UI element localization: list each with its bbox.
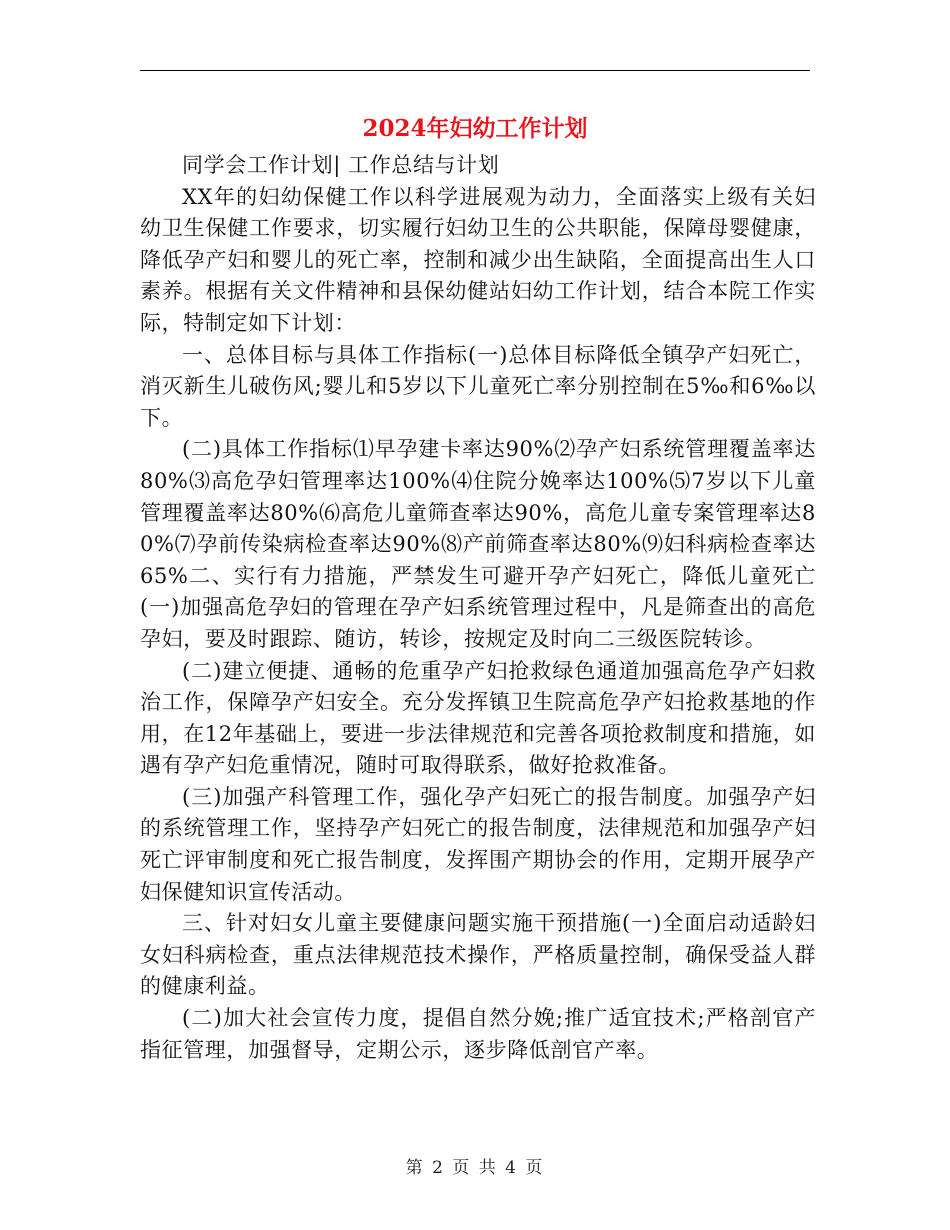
- paragraph: XX年的妇幼保健工作以科学进展观为动力，全面落实上级有关妇幼卫生保健工作要求，切实履行妇幼卫生的公共职能，保障母婴健康，降低孕产妇和婴儿的死亡率，控制和减少出生缺陷，全面提高出生人口素养。根据有关文件精神和县保幼健站妇幼工作计划，结合本院工作实际，特制定如下计划：: [140, 184, 816, 335]
- paragraph: (二)建立便捷、通畅的危重孕产妇抢救绿色通道加强高危孕产妇救治工作，保障孕产妇安全。充分发挥镇卫生院高危孕产妇抢救基地的作用，在12年基础上，要进一步法律规范和完善各项抢救制度和措施，如遇有孕产妇危重情况，随时可取得联系，做好抢救准备。: [140, 658, 816, 778]
- page-number: 第 2 页 共 4 页: [405, 1158, 545, 1178]
- paragraph: 一、总体目标与具体工作指标(一)总体目标降低全镇孕产妇死亡，消灭新生儿破伤风;婴儿和5岁以下儿童死亡率分别控制在5‰和6‰以下。: [140, 342, 816, 430]
- paragraph: (二)加大社会宣传力度，提倡自然分娩;推广适宜技术;严格剖官产指征管理，加强督导，定期公示，逐步降低剖官产率。: [140, 1006, 816, 1062]
- document-title: 2024年妇幼工作计划: [362, 115, 588, 142]
- document-body: [140, 150, 816, 1066]
- paragraph: 三、针对妇女儿童主要健康问题实施干预措施(一)全面启动适龄妇女妇科病检查，重点法律规范技术操作，严格质量控制，确保受益人群的健康利益。: [140, 911, 816, 999]
- paragraph: (三)加强产科管理工作，强化孕产妇死亡的报告制度。加强孕产妇的系统管理工作，坚持孕产妇死亡的报告制度，法律规范和加强孕产妇死亡评审制度和死亡报告制度，发挥围产期协会的作用，定期开展孕产妇保健知识宣传活动。: [140, 784, 816, 904]
- header-rule: [140, 70, 810, 71]
- paragraph: 同学会工作计划| 工作总结与计划: [182, 153, 500, 177]
- paragraph: (二)具体工作指标⑴早孕建卡率达90%⑵孕产妇系统管理覆盖率达80%⑶高危孕妇管理率达100%⑷住院分娩率达100%⑸7岁以下儿童管理覆盖率达80%⑹高危儿童筛查率达90%，高危儿童专案管理率达80%⑺孕前传染病检查率达90%⑻产前筛查率达80%⑼妇科病检查率达65%二、实行有力措施，严禁发生可避开孕产妇死亡，降低儿童死亡(一)加强高危孕妇的管理在孕产妇系统管理过程中，凡是筛查出的高危孕妇，要及时跟踪、随访，转诊，按规定及时向二三级医院转诊。: [140, 437, 816, 651]
